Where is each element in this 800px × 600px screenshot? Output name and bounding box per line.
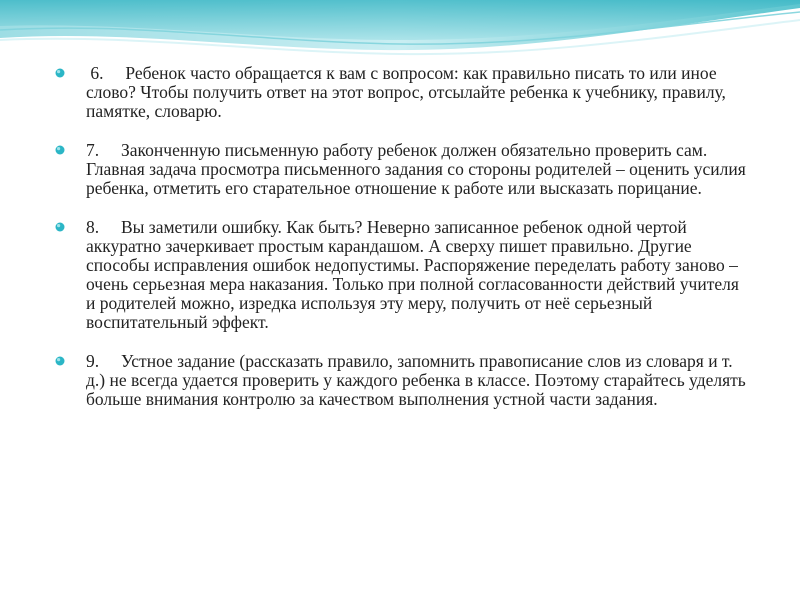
header-wave-decoration — [0, 0, 800, 62]
content-list — [52, 64, 752, 429]
bullet-icon — [54, 144, 66, 156]
bullet-icon — [54, 221, 66, 233]
bullet-icon — [54, 355, 66, 367]
list-item-text: 9. Устное задание (рассказать правило, запомнить правописание слов из словаря и т. д.) не всегда удается проверить у каждого ребенка в классе. Поэтому старайтесь уделять больше внимания контролю за качеством выполнения устной части задания. — [86, 351, 751, 409]
list-item-7 — [52, 141, 752, 198]
bullet-icon — [54, 67, 66, 79]
list-item-text: 6. Ребенок часто обращается к вам с вопросом: как правильно писать то или иное слово? Чтобы получить ответ на этот вопрос, отсылайте ребенка к учебнику, правилу, памятке, словарю. — [86, 63, 731, 121]
list-item-text: 8. Вы заметили ошибку. Как быть? Неверно записанное ребенок одной чертой аккуратно зачеркивает простым карандашом. А сверху пишет правильно. Другие способы исправления ошибок недопустимы. Распоряжение переделать работу заново – очень серьезная мера наказания. Только при полной согласованности действий учителя и родителей можно, изредка используя эту меру, получить от неё серьезный воспитательный эффект. — [86, 217, 744, 332]
list-item-6 — [52, 64, 752, 121]
list-item-text: 7. Законченную письменную работу ребенок должен обязательно проверить сам. Главная задача просмотра письменного задания со стороны родителей – оценить усилия ребенка, отметить его старательное отношение к работе или высказать порицание. — [86, 140, 751, 198]
list-item-8 — [52, 218, 752, 332]
list-item-9 — [52, 352, 752, 409]
